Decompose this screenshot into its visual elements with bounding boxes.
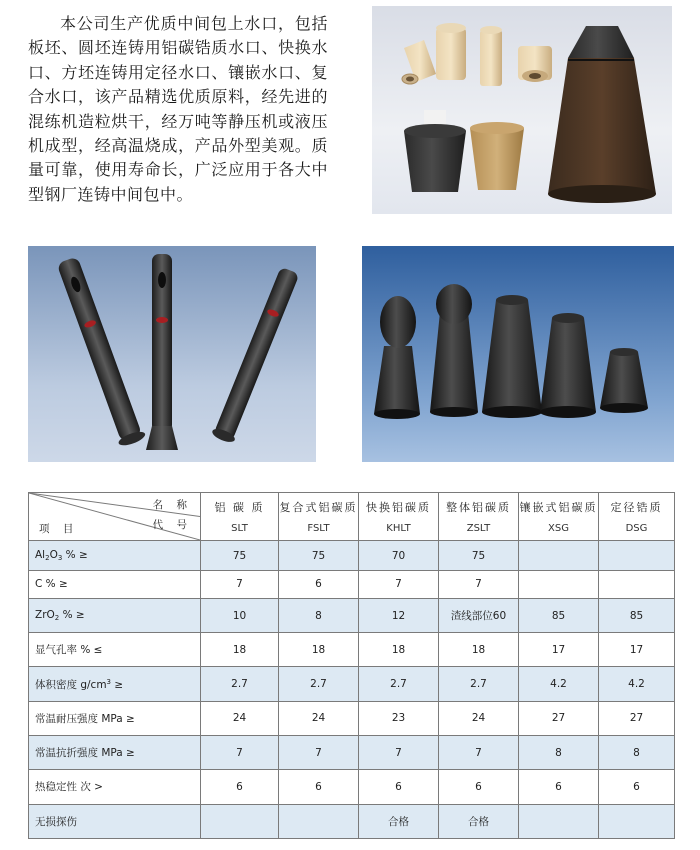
table-cell: 75 — [439, 541, 519, 571]
table-cell: 23 — [359, 701, 439, 735]
table-cell: 6 — [359, 770, 439, 804]
column-code: KHLT — [386, 523, 411, 534]
table-cell: 75 — [279, 541, 359, 571]
row-label-text: ≥ — [111, 678, 124, 691]
column-code: SLT — [231, 523, 248, 534]
row-label — [29, 667, 201, 701]
column-code: ZSLT — [466, 523, 491, 534]
table-row — [29, 571, 675, 599]
table-cell: 17 — [599, 633, 675, 667]
table-cell: 合格 — [439, 804, 519, 838]
column-name: 镶嵌式铝碳质 — [519, 501, 598, 514]
table-cell: 2.7 — [201, 667, 279, 701]
table-cell: 渣线部位60 — [439, 598, 519, 632]
row-label: 显气孔率 % ≤ — [29, 633, 201, 667]
table-row — [29, 770, 675, 804]
table-cell: 18 — [201, 633, 279, 667]
table-cell: 18 — [359, 633, 439, 667]
table-cell: 7 — [279, 736, 359, 770]
row-label-text: O — [49, 549, 58, 561]
table-cell: 8 — [279, 598, 359, 632]
table-row — [29, 541, 675, 571]
row-label: 常温抗折强度 MPa ≥ — [29, 736, 201, 770]
row-label-text: Al — [35, 549, 46, 561]
column-code: DSG — [625, 523, 648, 534]
corner-item-label: 项 目 — [39, 523, 79, 535]
table-cell — [201, 804, 279, 838]
row-label: 常温耐压强度 MPa ≥ — [29, 701, 201, 735]
table-cell: 6 — [279, 770, 359, 804]
column-header — [279, 493, 359, 541]
row-label-superscript: 3 — [106, 677, 112, 686]
table-cell: 27 — [599, 701, 675, 735]
table-cell: 85 — [519, 598, 599, 632]
table-cell: 7 — [359, 736, 439, 770]
table-cell: 17 — [519, 633, 599, 667]
column-name: 整体铝碳质 — [446, 501, 511, 514]
row-label-subscript: 2 — [54, 614, 60, 622]
table-row — [29, 701, 675, 735]
column-header — [519, 493, 599, 541]
row-label — [29, 541, 201, 571]
table-cell: 7 — [201, 571, 279, 599]
table-row — [29, 633, 675, 667]
table-cell: 8 — [599, 736, 675, 770]
column-header — [439, 493, 519, 541]
intro-paragraph: 本公司生产优质中间包上水口，包括板坯、圆坯连铸用铝碳锆质水口、快换水口、方坯连铸用定径水口、镶嵌水口、复合水口，该产品精选优质原料，经先进的混练机造粒烘干，经万吨等静压机或液压机成型，经高温烧成，产品外型美观。质量可靠，使用寿命长，广泛应用于各大中型钢厂连铸中间包中。 — [28, 14, 328, 204]
table-cell: 7 — [439, 736, 519, 770]
table-cell: 18 — [279, 633, 359, 667]
table-cell — [599, 571, 675, 599]
table-cell: 24 — [279, 701, 359, 735]
column-header — [359, 493, 439, 541]
table-row — [29, 736, 675, 770]
table-cell: 7 — [439, 571, 519, 599]
table-cell: 合格 — [359, 804, 439, 838]
column-header — [599, 493, 675, 541]
header-row — [29, 493, 675, 541]
table-cell: 6 — [599, 770, 675, 804]
table-cell: 12 — [359, 598, 439, 632]
row-label: 热稳定性 次 > — [29, 770, 201, 804]
corner-name-label: 名 称 — [152, 499, 192, 511]
row-label-subscript: 3 — [57, 554, 63, 562]
column-name: 定径锆质 — [610, 501, 663, 514]
conical-nozzles-photo — [362, 246, 674, 462]
row-label-text: 体积密度 g/cm — [35, 678, 107, 691]
row-label-text: % ≥ — [62, 549, 88, 561]
column-code: XSG — [548, 523, 569, 534]
corner-header — [29, 493, 201, 541]
table-cell: 2.7 — [359, 667, 439, 701]
column-name: 铝 碳 质 — [214, 501, 265, 514]
row-label — [29, 598, 201, 632]
table-cell: 27 — [519, 701, 599, 735]
nozzle-products-photo — [372, 6, 672, 214]
corner-code-label: 代 号 — [152, 519, 192, 531]
table-cell: 6 — [519, 770, 599, 804]
table-cell — [519, 541, 599, 571]
table-cell: 4.2 — [599, 667, 675, 701]
row-label-text: % ≥ — [59, 609, 85, 621]
table-cell: 6 — [279, 571, 359, 599]
table-row — [29, 667, 675, 701]
column-code: FSLT — [307, 523, 330, 534]
table-cell — [519, 804, 599, 838]
table-cell: 24 — [201, 701, 279, 735]
table-cell: 7 — [201, 736, 279, 770]
table-cell: 2.7 — [279, 667, 359, 701]
table-cell — [599, 541, 675, 571]
row-label-subscript: 2 — [45, 554, 50, 562]
table-cell: 70 — [359, 541, 439, 571]
table-cell: 8 — [519, 736, 599, 770]
row-label: 无损探伤 — [29, 804, 201, 838]
column-name: 复合式铝碳质 — [279, 501, 358, 514]
row-label: C % ≥ — [29, 571, 201, 599]
table-cell — [599, 804, 675, 838]
table-cell: 10 — [201, 598, 279, 632]
column-name: 快换铝碳质 — [366, 501, 431, 514]
table-cell: 18 — [439, 633, 519, 667]
table-cell: 2.7 — [439, 667, 519, 701]
table-row — [29, 598, 675, 632]
spec-table — [28, 492, 675, 839]
long-nozzles-photo — [28, 246, 316, 462]
column-header — [201, 493, 279, 541]
table-cell: 4.2 — [519, 667, 599, 701]
table-cell: 6 — [439, 770, 519, 804]
table-cell: 7 — [359, 571, 439, 599]
table-cell: 75 — [201, 541, 279, 571]
table-cell — [519, 571, 599, 599]
table-cell — [279, 804, 359, 838]
table-cell: 85 — [599, 598, 675, 632]
table-cell: 6 — [201, 770, 279, 804]
table-cell: 24 — [439, 701, 519, 735]
table-row — [29, 804, 675, 838]
row-label-text: ZrO — [35, 609, 55, 621]
